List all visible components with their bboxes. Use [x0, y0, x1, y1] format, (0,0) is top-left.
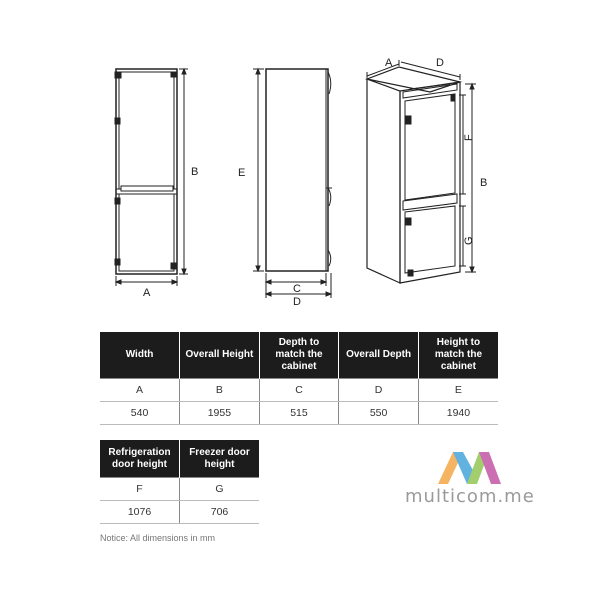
- persp-height-label: B: [480, 177, 488, 189]
- table-row: [100, 402, 498, 425]
- watermark-text: multicom.me: [405, 486, 535, 507]
- table-header-row: [100, 440, 259, 478]
- header-height-cabinet: Height to match the cabinet: [418, 332, 498, 379]
- header-depth-cabinet: Depth to match the cabinet: [259, 332, 339, 379]
- header-overall-height: Overall Height: [180, 332, 260, 379]
- dimensions-notice: Notice: All dimensions in mm: [100, 533, 216, 543]
- side-height-label: E: [238, 167, 246, 179]
- header-refrigeration-door: Refrigeration door height: [100, 440, 180, 478]
- m-logo-icon: [438, 452, 501, 484]
- value-cell: 540: [100, 402, 180, 425]
- value-cell: 550: [339, 402, 419, 425]
- table-row: [100, 501, 259, 524]
- value-cell: 706: [180, 501, 260, 524]
- dimensions-table: [100, 332, 498, 425]
- perspective-view: [367, 60, 476, 283]
- side-depth-overall-label: D: [293, 296, 301, 308]
- persp-depth-label: D: [436, 57, 444, 69]
- letter-cell: B: [180, 379, 260, 402]
- table-row: [100, 478, 259, 501]
- value-cell: 1955: [180, 402, 260, 425]
- side-depth-cabinet-label: C: [293, 283, 301, 295]
- persp-freezer-door-label: G: [463, 236, 475, 245]
- front-width-label: A: [143, 287, 151, 299]
- letter-cell: D: [339, 379, 419, 402]
- header-overall-depth: Overall Depth: [339, 332, 419, 379]
- letter-cell: F: [100, 478, 180, 501]
- side-view: [253, 69, 332, 298]
- value-cell: 1076: [100, 501, 180, 524]
- letter-cell: G: [180, 478, 260, 501]
- value-cell: 1940: [418, 402, 498, 425]
- letter-cell: E: [418, 379, 498, 402]
- table-header-row: [100, 332, 498, 379]
- header-width: Width: [100, 332, 180, 379]
- front-view: [115, 69, 188, 286]
- value-cell: 515: [259, 402, 339, 425]
- table-row: [100, 379, 498, 402]
- door-heights-table: [100, 440, 259, 524]
- header-freezer-door: Freezer door height: [180, 440, 260, 478]
- persp-width-label: A: [385, 57, 393, 69]
- letter-cell: C: [259, 379, 339, 402]
- persp-fridge-door-label: F: [463, 134, 475, 141]
- letter-cell: A: [100, 379, 180, 402]
- front-height-label: B: [191, 166, 199, 178]
